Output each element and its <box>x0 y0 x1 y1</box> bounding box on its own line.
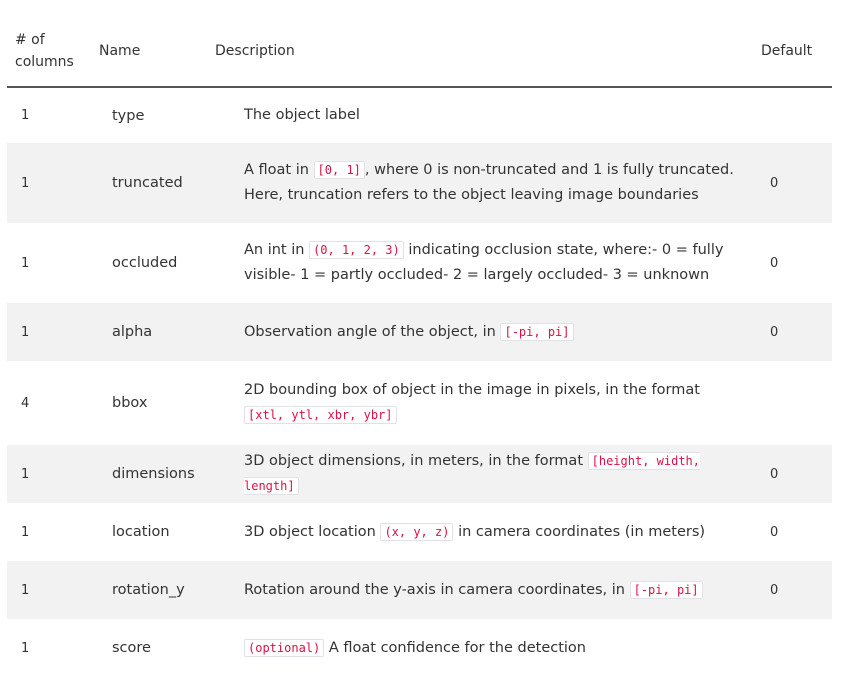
cell-description <box>215 619 746 677</box>
fields-table <box>7 16 832 677</box>
cell-columns: 1 <box>21 582 30 598</box>
cell-columns: 1 <box>21 255 30 271</box>
inline-code: [0, 1] <box>314 161 365 179</box>
cell-description <box>215 361 746 445</box>
cell-default <box>746 87 832 143</box>
cell-default: 0 <box>770 524 779 540</box>
cell-name: type <box>112 107 145 124</box>
table-row <box>7 87 832 143</box>
header-default: Default <box>746 16 832 87</box>
table-row <box>7 561 832 619</box>
cell-name: rotation_y <box>112 582 185 598</box>
table-row <box>7 619 832 677</box>
cell-description <box>215 561 746 619</box>
table-row <box>7 143 832 223</box>
inline-code: [height, width, length] <box>244 454 700 493</box>
cell-default: 0 <box>770 466 779 482</box>
cell-name: bbox <box>112 395 148 411</box>
description-text: A float confidence for the detection <box>324 639 586 656</box>
cell-description <box>215 223 746 303</box>
cell-columns: 1 <box>21 466 30 482</box>
table-body <box>7 87 832 677</box>
description-text: indicating occlusion state, where:- 0 = fully visible- 1 = partly occluded- 2 = largely occluded- 3 = unknown <box>244 242 724 283</box>
cell-columns: 1 <box>21 108 30 123</box>
cell-description <box>215 87 746 143</box>
table-row <box>7 445 832 503</box>
description-text: An int in <box>244 242 310 258</box>
cell-columns: 1 <box>21 524 30 540</box>
table-row <box>7 223 832 303</box>
table-header <box>7 16 832 87</box>
cell-default: 0 <box>770 255 779 271</box>
cell-name: truncated <box>112 175 183 191</box>
cell-columns: 1 <box>21 324 30 340</box>
inline-code: [-pi, pi] <box>500 323 573 341</box>
cell-columns: 1 <box>21 640 30 656</box>
cell-description <box>215 143 746 223</box>
description-text: in camera coordinates (in meters) <box>453 523 706 540</box>
inline-code: [-pi, pi] <box>630 581 703 599</box>
cell-default <box>746 361 832 445</box>
cell-name: alpha <box>112 324 153 340</box>
cell-name: dimensions <box>112 466 195 482</box>
cell-default <box>746 619 832 677</box>
description-text: Rotation around the y-axis in camera coordinates, in <box>244 581 630 598</box>
description-text: The object label <box>244 107 360 123</box>
cell-default: 0 <box>770 582 779 598</box>
header-row <box>7 16 832 87</box>
cell-columns: 4 <box>21 395 30 411</box>
inline-code: (optional) <box>244 639 324 657</box>
description-text: A float in <box>244 162 314 178</box>
table-row <box>7 303 832 361</box>
header-name: Name <box>99 16 215 87</box>
table-row <box>7 361 832 445</box>
description-text: 3D object location <box>244 523 381 540</box>
cell-default: 0 <box>770 175 779 191</box>
inline-code: (x, y, z) <box>380 523 453 541</box>
description-text: Observation angle of the object, in <box>244 323 501 340</box>
description-text: 2D bounding box of object in the image in pixels, in the format <box>244 382 700 398</box>
description-text: 3D object dimensions, in meters, in the format <box>244 453 588 469</box>
cell-description <box>215 503 746 561</box>
cell-columns: 1 <box>21 175 30 191</box>
header-columns: # of columns <box>7 16 99 87</box>
cell-default: 0 <box>770 324 779 340</box>
cell-description <box>215 445 746 503</box>
cell-name: occluded <box>112 255 178 271</box>
header-description: Description <box>215 16 746 87</box>
inline-code: [xtl, ytl, xbr, ybr] <box>244 406 397 424</box>
table-row <box>7 503 832 561</box>
cell-name: location <box>112 524 170 540</box>
cell-description <box>215 303 746 361</box>
description-text: , where 0 is non-truncated and 1 is fully truncated. Here, truncation refers to the object leaving image boundaries <box>244 162 734 203</box>
inline-code: (0, 1, 2, 3) <box>309 241 404 259</box>
cell-name: score <box>112 640 151 656</box>
